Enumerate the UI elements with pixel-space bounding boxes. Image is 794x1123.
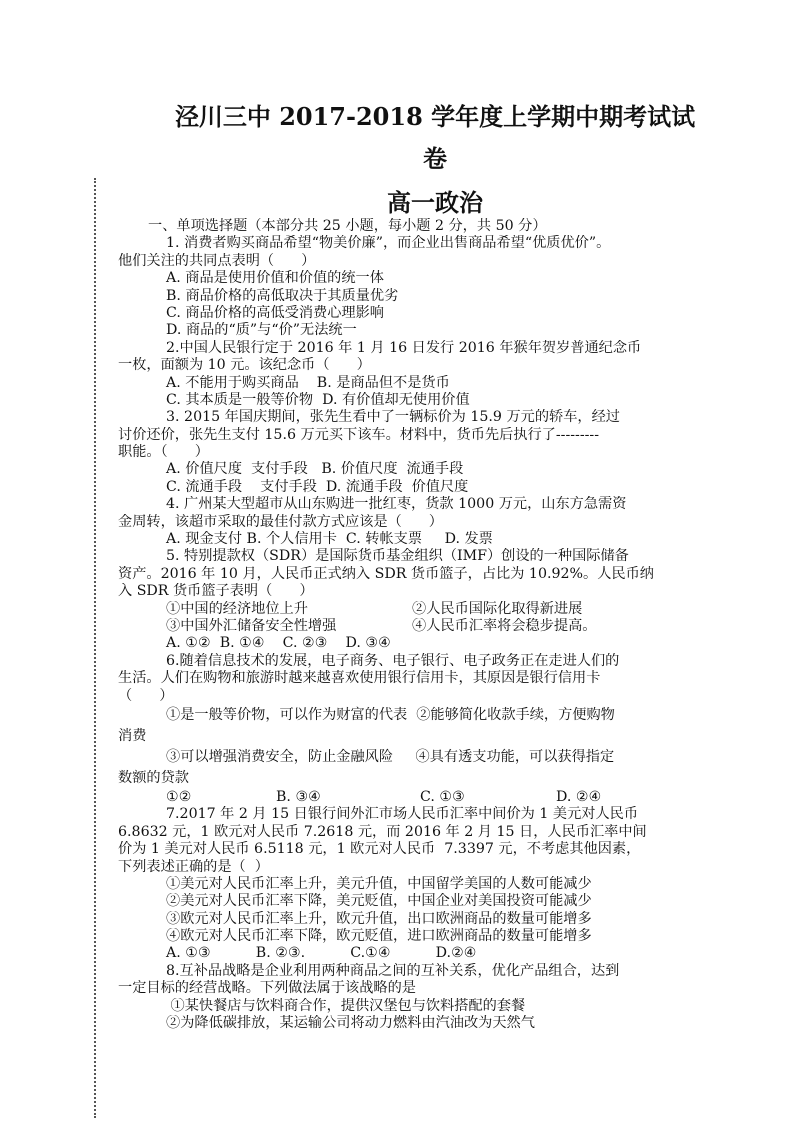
q5-statement-1: ①中国的经济地位上升 (166, 600, 308, 617)
q7-statement-3: ③欧元对人民币汇率上升，欧元升值，出口欧洲商品的数量可能增多 (166, 910, 592, 927)
subject-title: 高一政治 (387, 188, 483, 217)
binding-margin-dotted-line (94, 178, 96, 1118)
q3-options-ab: A. 价值尺度 支付手段 B. 价值尺度 流通手段 (166, 461, 464, 478)
q1-option-c: C. 商品价格的高低受消费心理影响 (166, 304, 384, 321)
q7-statement-2: ②美元对人民币汇率下降，美元贬值，中国企业对美国投资可能减少 (166, 893, 592, 910)
q7-options: A. ①③ B. ②③. C.①④ D.②④ (166, 945, 477, 962)
q6-option-c: C. ①③ (420, 788, 465, 805)
q3-stem-end: 职能。（ ） (118, 444, 209, 461)
q5-statement-4: ④人民币汇率将会稳步提高。 (412, 617, 597, 634)
q6-options (118, 789, 688, 806)
q6-stem: 6.随着信息技术的发展，电子商务、电子银行、电子政务正在走进人们的 (166, 652, 620, 669)
q6-statements-34: ③可以增强消费安全，防止金融风险 ④具有透支功能，可以获得指定 (166, 748, 615, 765)
q1-stem-cont: 他们关注的共同点表明（ ） (118, 252, 316, 269)
q5-stem-end: 入 SDR 货币篮子表明（ ） (118, 583, 314, 600)
exam-title-continued: 卷 (423, 144, 447, 173)
q5-statements-34 (118, 618, 688, 635)
q6-stem-cont: 生活。人们在购物和旅游时越来越喜欢使用银行信用卡，其原因是银行信用卡 (118, 670, 601, 687)
q6-option-d: D. ②④ (556, 788, 602, 805)
q5-statement-3: ③中国外汇储备安全性增强 (166, 617, 337, 634)
q4-stem-cont: 金周转，该超市采取的最佳付款方式应该是（ ） (118, 513, 443, 530)
q2-options-cd: C. 其本质是一般等价物 D. 有价值却无使用价值 (166, 391, 470, 408)
q8-stem-cont: 一定目标的经营战略。下列做法属于该战略的是 (118, 980, 416, 997)
q8-statement-1: ①某快餐店与饮料商合作，提供汉堡包与饮料搭配的套餐 (166, 997, 526, 1014)
q5-stem-cont: 资产。2016 年 10 月，人民币正式纳入 SDR 货币篮子，占比为 10.92%。人民币纳 (118, 565, 654, 582)
q8-stem: 8.互补品战略是企业利用两种商品之间的互补关系，优化产品组合，达到 (166, 962, 620, 979)
q7-stem-cont1: 6.8632 元，1 欧元对人民币 7.2618 元，而 2016 年 2 月 15 日，人民币汇率中间 (118, 823, 647, 840)
q7-stem: 7.2017 年 2 月 15 日银行间外汇市场人民币汇率中间价为 1 美元对人民币 (166, 806, 639, 823)
q6-option-a: ①② (166, 788, 192, 805)
q2-options-ab: A. 不能用于购买商品 B. 是商品但不是货币 (166, 374, 450, 391)
q3-stem: 3. 2015 年国庆期间，张先生看中了一辆标价为 15.9 万元的轿车，经过 (166, 409, 620, 426)
q8-statement-2: ②为降低碳排放，某运输公司将动力燃料由汽油改为天然气 (166, 1015, 535, 1032)
q5-stem: 5. 特别提款权（SDR）是国际货币基金组织（IMF）创设的一种国际储备 (166, 548, 629, 565)
q4-options: A. 现金支付 B. 个人信用卡 C. 转帐支票 D. 发票 (166, 531, 493, 548)
q6-statements-34-cont: 数额的贷款 (118, 769, 189, 786)
q7-stem-cont2: 价为 1 美元对人民币 6.5118 元，1 欧元对人民币 7.3397 元，不考虑其他因素， (118, 841, 641, 858)
q5-statement-2: ②人民币国际化取得新进展 (412, 600, 583, 617)
q7-statement-4: ④欧元对人民币汇率下降，欧元贬值，进口欧洲商品的数量可能增多 (166, 928, 592, 945)
q1-stem: 1. 消费者购买商品希望“物美价廉”，而企业出售商品希望“优质优价”。 (166, 235, 611, 252)
q4-stem: 4. 广州某大型超市从山东购进一批红枣，货款 1000 万元，山东方急需资 (166, 496, 627, 513)
section-heading: 一、单项选择题（本部分共 25 小题，每小题 2 分，共 50 分） (148, 218, 547, 234)
q7-stem-end: 下列表述正确的是（ ） (118, 858, 269, 875)
q2-stem-cont: 一枚，面额为 10 元。该纪念币（ ） (118, 357, 371, 374)
q5-options: A. ①② B. ①④ C. ②③ D. ③④ (166, 635, 391, 652)
q1-option-d: D. 商品的“质”与“价”无法统一 (166, 322, 357, 339)
q1-option-b: B. 商品价格的高低取决于其质量优劣 (166, 287, 399, 304)
q6-statements-12-cont: 消费 (118, 727, 147, 744)
q2-stem: 2.中国人民银行定于 2016 年 1 月 16 日发行 2016 年猴年贺岁普通纪念币 (166, 339, 642, 356)
q3-stem-cont: 讨价还价，张先生支付 15.6 万元买下该车。材料中，货币先后执行了--------- (118, 426, 600, 443)
q1-option-a: A. 商品是使用价值和价值的统一体 (166, 270, 384, 287)
exam-body (118, 218, 688, 1032)
exam-title: 泾川三中 2017-2018 学年度上学期中期考试试 (174, 102, 696, 131)
q6-stem-end: （ ） (118, 687, 174, 704)
q3-options-cd: C. 流通手段 支付手段 D. 流通手段 价值尺度 (166, 478, 469, 495)
q5-statements-12 (118, 601, 688, 618)
q6-option-b: B. ③④ (276, 788, 321, 805)
q7-statement-1: ①美元对人民币汇率上升，美元升值，中国留学美国的人数可能减少 (166, 875, 592, 892)
q6-statements-12: ①是一般等价物，可以作为财富的代表 ②能够简化收款手续，方便购物 (166, 706, 615, 723)
